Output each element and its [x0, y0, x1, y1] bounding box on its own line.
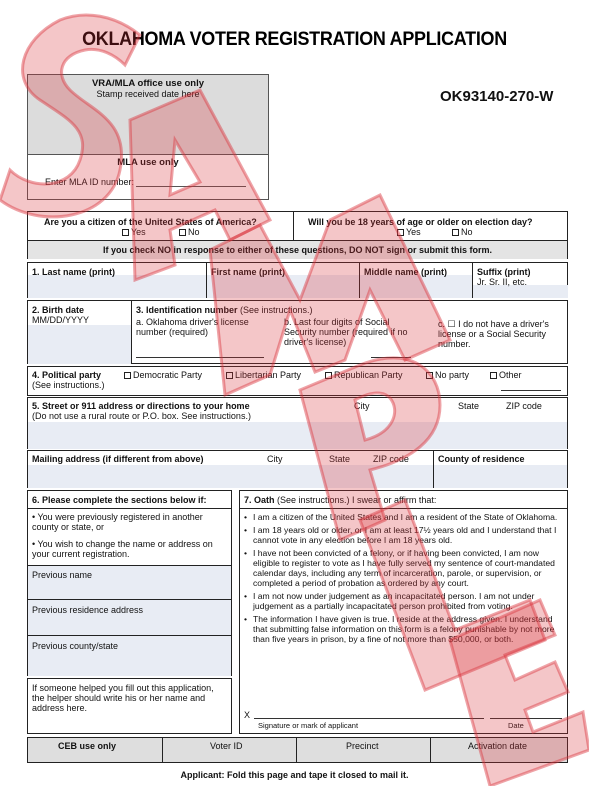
- mailing-address-field[interactable]: [28, 465, 433, 488]
- name-row: [27, 262, 568, 298]
- address-zip-label: ZIP code: [506, 401, 542, 411]
- date-label: Date: [508, 721, 524, 730]
- birth-id-row: [27, 300, 568, 364]
- first-name-field[interactable]: [207, 275, 359, 298]
- oath-heading: 7. Oath (See instructions.) I swear or affirm that:: [244, 495, 437, 505]
- previous-address-label: Previous residence address: [32, 605, 144, 615]
- address-city-label: City: [354, 401, 370, 411]
- birth-date-field[interactable]: [28, 325, 131, 364]
- drivers-license-field[interactable]: [136, 345, 264, 358]
- oath-item: • The information I have given is true. I reside at the address given. I understand that submitting false information on this form is a felony punishable by not more than five years in prison, by a fine of not more than $50,000, or both.: [244, 614, 564, 644]
- previous-name-label: Previous name: [32, 570, 93, 580]
- citizen-question: Are you a citizen of the United States of America?: [44, 217, 257, 227]
- office-use-heading: VRA/MLA office use only: [91, 78, 205, 89]
- id-number-label: 3. Identification number (See instructions.): [136, 305, 313, 315]
- ssn-last-four-field[interactable]: [371, 346, 411, 358]
- section6-bullet2: • You wish to change the name or address on your current registration.: [32, 539, 213, 559]
- office-use-subtext: Stamp received date here: [96, 89, 200, 99]
- oath-item: • I am not now under judgement as an incapacitated person. I am not under judgement as a partially incapacitated person prohibited from voting.: [244, 591, 564, 611]
- middle-name-label: Middle name (print): [364, 267, 447, 277]
- mla-use-box: [27, 155, 269, 200]
- party-other[interactable]: Other: [490, 370, 522, 380]
- party-republican[interactable]: Republican Party: [325, 370, 403, 380]
- checkbox-icon[interactable]: [452, 229, 459, 236]
- county-label: County of residence: [438, 454, 525, 464]
- party-none[interactable]: No party: [426, 370, 469, 380]
- mla-id-label: Enter MLA ID number:: [45, 177, 135, 187]
- eligibility-warning: If you check NO in response to either of these questions, DO NOT sign or submit this form.: [28, 240, 567, 259]
- last-name-label: 1. Last name (print): [32, 267, 116, 277]
- section6-bullet1: • You were previously registered in another county or state, or: [32, 512, 203, 532]
- ceb-voter-id: Voter ID: [210, 741, 243, 751]
- party-row: [27, 366, 568, 396]
- last-name-field[interactable]: [28, 275, 206, 298]
- mailing-row: [27, 450, 568, 488]
- form-title: OKLAHOMA VOTER REGISTRATION APPLICATION: [82, 28, 507, 50]
- id-option-a: a. Oklahoma driver's license number (required): [136, 317, 249, 337]
- first-name-label: First name (print): [211, 267, 286, 277]
- office-use-box: [27, 74, 269, 155]
- id-option-c[interactable]: c. ☐ I do not have a driver's license or a Social Security number.: [438, 319, 549, 349]
- oath-item: • I have not been convicted of a felony, or if having been convicted, I am now eligible to register to vote as I have fully served my sentence of court-mandated calendar days, including any term of incarceration, parole, or supervision, or completed a period of probation as ordered by any court.: [244, 548, 564, 588]
- street-address-label: 5. Street or 911 address or directions to your home (Do not use a rural route or P.O. box. See instructions.): [32, 401, 251, 421]
- address-state-label: State: [458, 401, 480, 411]
- age-no-option[interactable]: No: [452, 227, 473, 237]
- age-yes-option[interactable]: Yes: [397, 227, 421, 237]
- citizen-yes-option[interactable]: Yes: [122, 227, 146, 237]
- party-label: 4. Political party (See instructions.): [32, 370, 105, 390]
- mla-use-heading: MLA use only: [117, 157, 179, 168]
- form-number: OK93140-270-W: [440, 88, 554, 105]
- age-question: Will you be 18 years of age or older on election day?: [308, 217, 533, 227]
- signature-date-field[interactable]: [490, 706, 562, 719]
- checkbox-icon[interactable]: [122, 229, 129, 236]
- oath-item: • I am a citizen of the United States and I am a resident of the State of Oklahoma.: [244, 512, 564, 522]
- id-option-b: b. Last four digits of Social Security number (required if no driver's license): [284, 317, 408, 347]
- county-field[interactable]: [434, 465, 567, 488]
- previous-registration-section: [27, 490, 232, 676]
- ceb-activation-date: Activation date: [468, 741, 528, 751]
- oath-statements: [244, 512, 564, 647]
- mailing-city-label: City: [267, 454, 283, 464]
- previous-county-label: Previous county/state: [32, 641, 119, 651]
- mailing-address-label: Mailing address (if different from above): [32, 454, 204, 464]
- street-address-field[interactable]: [28, 422, 567, 449]
- signature-label: Signature or mark of applicant: [258, 721, 359, 730]
- section6-heading: 6. Please complete the sections below if:: [32, 495, 207, 505]
- oath-item: • I am 18 years old or older, or I am at least 17½ years old and I understand that I cannot vote in any election before I am 18 years old.: [244, 525, 564, 545]
- ceb-label: CEB use only: [58, 741, 117, 751]
- helper-box[interactable]: [27, 678, 232, 734]
- mailing-state-label: State: [329, 454, 351, 464]
- checkbox-icon[interactable]: [179, 229, 186, 236]
- divider: [293, 212, 294, 240]
- mailing-zip-label: ZIP code: [373, 454, 409, 464]
- birth-date-label: 2. Birth date: [32, 305, 85, 315]
- mla-id-field[interactable]: [136, 177, 246, 187]
- suffix-label: Suffix (print): [477, 267, 531, 277]
- ceb-precinct: Precinct: [346, 741, 379, 751]
- address-row: [27, 397, 568, 449]
- middle-name-field[interactable]: [360, 275, 472, 298]
- eligibility-section: [27, 211, 568, 259]
- citizen-no-option[interactable]: No: [179, 227, 200, 237]
- party-libertarian[interactable]: Libertarian Party: [226, 370, 301, 380]
- signature-field[interactable]: [254, 706, 484, 719]
- birth-date-hint: MM/DD/YYYY: [32, 315, 90, 325]
- ceb-row: [27, 737, 568, 763]
- footer-instruction: Applicant: Fold this page and tape it closed to mail it.: [180, 770, 409, 780]
- signature-x: X: [244, 710, 251, 720]
- helper-text: If someone helped you fill out this application, the helper should write his or her name and address here.: [32, 683, 214, 713]
- suffix-hint: Jr. Sr. II, etc.: [477, 277, 528, 287]
- oath-section: [239, 490, 568, 734]
- party-democratic[interactable]: Democratic Party: [124, 370, 202, 380]
- party-other-field[interactable]: [501, 379, 561, 391]
- checkbox-icon[interactable]: [397, 229, 404, 236]
